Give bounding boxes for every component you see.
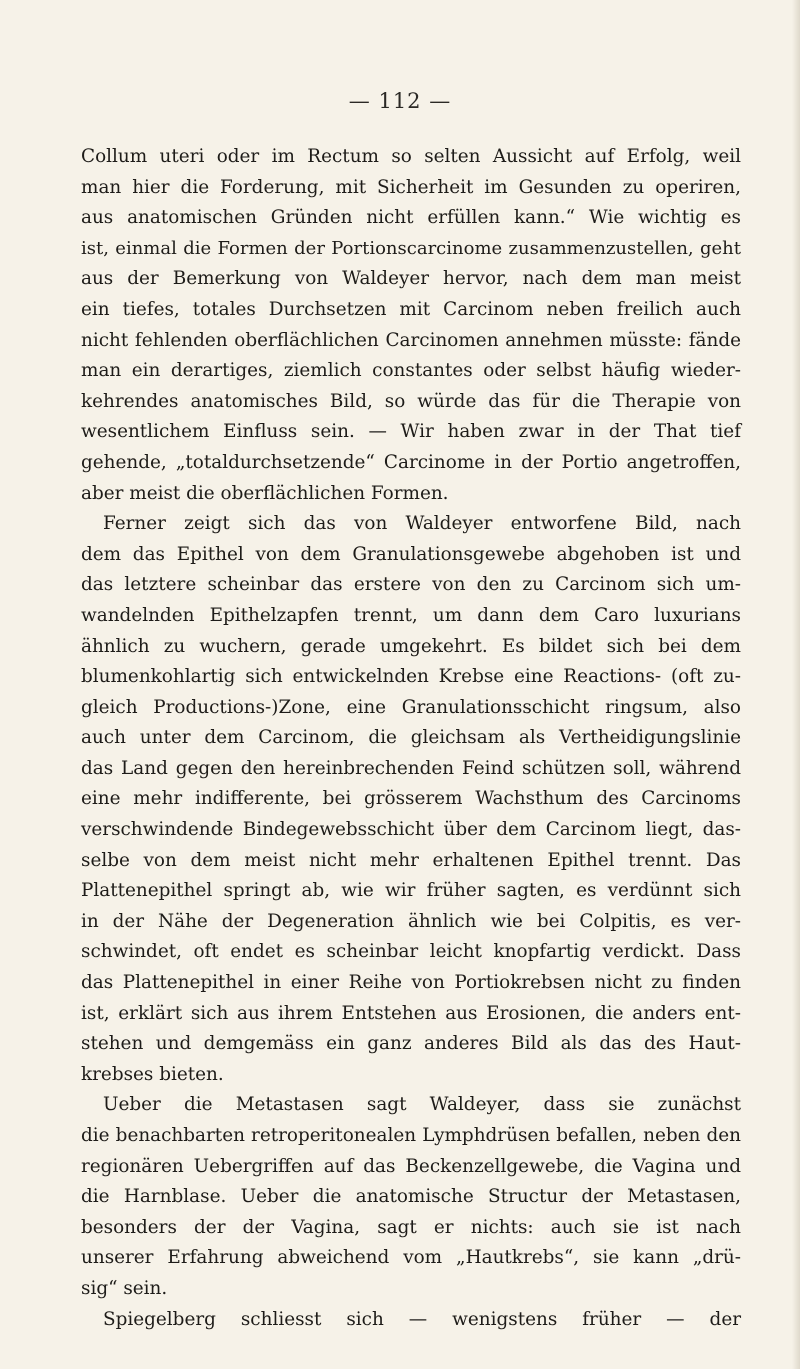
text-line: regionären Uebergriffen auf das Beckenzellgewebe, die Vagina und (81, 1155, 741, 1177)
text-line: auch unter dem Carcinom, die gleichsam als Vertheidigungslinie (81, 727, 741, 749)
text-line: nicht fehlenden oberflächlichen Carcinomen annehmen müsste: fände (81, 329, 741, 351)
text-line: gleich Productions-)Zone, eine Granulationsschicht ringsum, also (81, 696, 741, 718)
text-line: man ein derartiges, ziemlich constantes oder selbst häufig wieder- (81, 360, 741, 382)
text-line: aus der Bemerkung von Waldeyer hervor, nach dem man meist (81, 268, 741, 290)
text-line: das Plattenepithel in einer Reihe von Portiokrebsen nicht zu finden (81, 972, 741, 994)
text-line: stehen und demgemäss ein ganz anderes Bild als das des Haut- (81, 1033, 741, 1055)
text-line: ist, einmal die Formen der Portionscarcinome zusammenzustellen, geht (81, 237, 741, 259)
text-line: wandelnden Epithelzapfen trennt, um dann dem Caro luxurians (81, 604, 741, 626)
text-line: man hier die Forderung, mit Sicherheit im Gesunden zu operiren, (81, 176, 741, 198)
text-line: verschwindende Bindegewebsschicht über dem Carcinom liegt, das- (81, 819, 741, 841)
text-line: blumenkohlartig sich entwickelnden Krebse eine Reactions- (oft zu- (81, 666, 741, 688)
page-edge-shadow (792, 0, 800, 1369)
text-line: aus anatomischen Gründen nicht erfüllen kann.“ Wie wichtig es (81, 207, 741, 229)
text-line: schwindet, oft endet es scheinbar leicht knopfartig verdickt. Dass (81, 941, 741, 963)
text-line: die Harnblase. Ueber die anatomische Structur der Metastasen, (81, 1186, 741, 1208)
text-line: eine mehr indifferente, bei grösserem Wachsthum des Carcinoms (81, 788, 741, 810)
text-line: selbe von dem meist nicht mehr erhaltenen Epithel trennt. Das (81, 849, 741, 871)
text-line: Plattenepithel springt ab, wie wir früher sagten, es verdünnt sich (81, 880, 741, 902)
text-line: Ueber die Metastasen sagt Waldeyer, dass sie zunächst (103, 1094, 741, 1116)
text-line: die benachbarten retroperitonealen Lymphdrüsen befallen, neben den (81, 1125, 741, 1146)
text-line: kehrendes anatomisches Bild, so würde das für die Therapie von (81, 390, 741, 412)
text-line: ähnlich zu wuchern, gerade umgekehrt. Es bildet sich bei dem (81, 635, 741, 657)
text-line: das letztere scheinbar das erstere von den zu Carcinom sich um- (81, 574, 741, 596)
text-line: ist, erklärt sich aus ihrem Entstehen aus Erosionen, die anders ent- (81, 1002, 741, 1024)
text-line: besonders der der Vagina, sagt er nichts: auch sie ist nach (81, 1216, 741, 1238)
text-line: Collum uteri oder im Rectum so selten Aussicht auf Erfolg, weil (81, 146, 741, 167)
text-line: dem das Epithel von dem Granulationsgewebe abgehoben ist und (81, 543, 741, 565)
text-line: Spiegelberg schliesst sich — wenigstens früher — der (103, 1308, 741, 1330)
text-line: Ferner zeigt sich das von Waldeyer entworfene Bild, nach (103, 513, 741, 535)
body-text (81, 142, 741, 1335)
text-line: wesentlichem Einfluss sein. — Wir haben zwar in der That tief (81, 421, 741, 443)
text-line: in der Nähe der Degeneration ähnlich wie bei Colpitis, es ver- (81, 910, 741, 932)
page-number: — 112 — (348, 89, 452, 113)
text-line: unserer Erfahrung abweichend vom „Hautkrebs“, sie kann „drü- (81, 1247, 741, 1269)
text-line: gehende, „totaldurchsetzende“ Carcinome in der Portio angetroffen, (81, 451, 741, 473)
text-line: sig“ sein. (81, 1277, 168, 1299)
text-line: krebses bieten. (81, 1063, 224, 1085)
text-line: ein tiefes, totales Durchsetzen mit Carcinom neben freilich auch (81, 298, 741, 320)
text-line: aber meist die oberflächlichen Formen. (81, 482, 449, 504)
text-line: das Land gegen den hereinbrechenden Feind schützen soll, während (81, 757, 741, 779)
